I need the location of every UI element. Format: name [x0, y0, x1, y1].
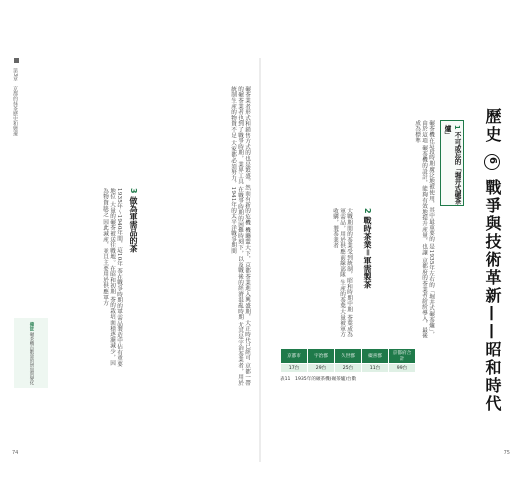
chapter-number-badge: 6 [484, 154, 500, 170]
text-line: 是1935年左右的「堀井式碾茶爐」，由於這項 [421, 120, 434, 338]
text-line: 大量的碾茶被送往戰地。在昭和初期 [109, 201, 115, 295]
text-line: 碾茶機的設計，能夠有效地提升產量，也讓 [421, 145, 427, 256]
text-line: 在戰爭時期的困難時刻下，以及戰後的經濟混亂時期 [237, 186, 243, 320]
text-line: 茶在戰爭時期的軍需品製造中佔有重要地位 [109, 188, 122, 367]
table-header-cell: 綴喜郡 [362, 349, 389, 364]
section-title: 戰時茶業＝軍需製茶 [363, 216, 372, 289]
left-page [8, 58, 260, 462]
text-line: 茶葉成為軍需品，用於供應前線部隊 [339, 208, 352, 338]
table-header-cell: 宇治郡 [308, 349, 335, 364]
table-cell: 17台 [281, 364, 308, 373]
section-title: 做為軍需品的茶 [129, 196, 138, 253]
text-line: 碾茶業者形式和銷售方式的也是繁盛。然而有新的危機 [244, 86, 250, 226]
chapter-main-title: 戰爭與技術革新——昭和時代 [483, 179, 502, 414]
table-header-cell: 京都市 [281, 349, 308, 364]
table-header-row [281, 349, 416, 364]
right-body-section1 [388, 120, 434, 340]
sidebar-tag: 備註 [29, 322, 34, 331]
section-number: 1 [453, 125, 461, 130]
text-line: 大家都必須努力，1941年的太平洋戰爭期間 [230, 140, 236, 254]
text-line: 1935年～1940年間，這10年 [116, 188, 122, 267]
table-header-cell: 京都府合計 [389, 349, 416, 364]
text-line: 機聯盟大下，京都茶業進入興盛期，大正時代已經可 [244, 227, 250, 361]
text-line: 大戰期間的茶業受到統制，昭和時期中期 [346, 208, 352, 313]
table-cell: 25台 [335, 364, 362, 373]
running-head-marker [14, 58, 19, 63]
running-head [12, 58, 19, 458]
text-line: 因此減產，並且主要用於供應軍方 [102, 218, 108, 306]
chapter-prefix: 歷史 [483, 108, 502, 144]
table-caption: 表11 1935年的碾茶機(碾茶爐)台數 [280, 377, 357, 382]
text-line: 生產的茶葉大量被軍方收購，製茶業者 [332, 208, 345, 338]
sidebar-text: 碾茶機台數量的增加與變化 [29, 332, 34, 386]
text-line: 京都府的茶業者紛紛導入，最後成為標準 [414, 120, 427, 339]
book-gutter [259, 58, 261, 462]
page-number: 75 [503, 450, 510, 456]
text-line: 碾茶機在這段時期廣泛地被使用，其中最重要的 [428, 120, 434, 242]
table-cell: 29台 [308, 364, 335, 373]
chapter-title [481, 108, 504, 413]
text-line: 茶的栽培面積逐漸減少，因為物資缺乏 [102, 188, 115, 366]
section-number: 2 [363, 208, 372, 214]
table-row [281, 364, 416, 373]
table-header-cell: 久世郡 [335, 349, 362, 364]
left-body-section3 [58, 188, 122, 368]
running-head-text: 第3章 京都的抹茶歷史和變遷 [12, 68, 18, 137]
machine-count-table [280, 348, 416, 373]
left-body-upper [186, 86, 250, 386]
sidebar-note [14, 318, 48, 388]
section-title: 不可或忘的「堀井式碾茶爐」 [443, 125, 461, 205]
table-cell: 99台 [389, 364, 416, 373]
text-line: 尤其是宇治茶業者，用於統制生產的物資不足 [230, 86, 243, 386]
table-cell: 11台 [362, 364, 389, 373]
page-number: 74 [12, 450, 19, 456]
section-2-heading [362, 208, 373, 288]
section-3-heading [128, 188, 139, 252]
section-1-heading [440, 120, 464, 206]
section-1-heading-text [442, 125, 462, 205]
right-body-section2 [292, 208, 352, 338]
section-number: 3 [129, 188, 138, 194]
sidebar-content [28, 322, 34, 388]
text-line: 京都一帶的碾茶業者也到了戰爭時期，業界工具 [237, 86, 250, 386]
right-page [262, 58, 514, 462]
